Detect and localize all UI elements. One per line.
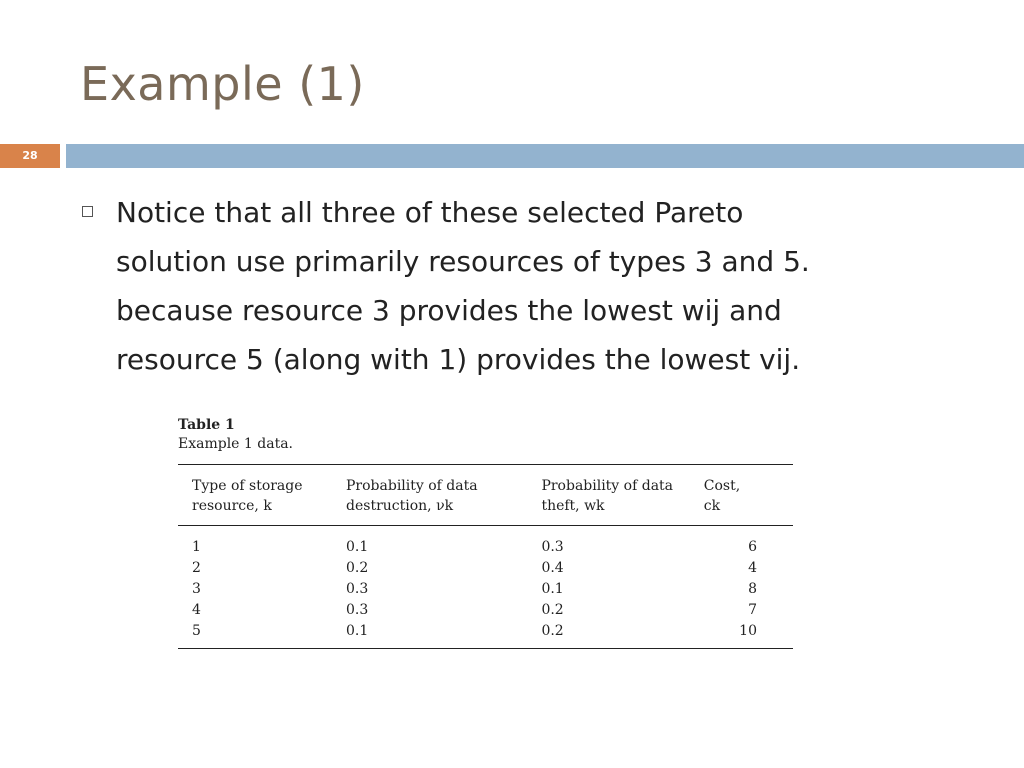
header-line: Cost, <box>703 478 741 494</box>
bullet-square-icon <box>82 206 93 217</box>
header-line: Probability of data <box>346 478 478 494</box>
cell-cost: 6 <box>748 539 757 555</box>
cell-v: 0.1 <box>346 621 541 649</box>
bullet-line: Notice that all three of these selected Pareto <box>116 196 744 229</box>
cell-k: 4 <box>192 602 201 618</box>
cell-w: 0.2 <box>541 621 703 649</box>
header-resource-type <box>178 465 346 526</box>
table-row <box>178 600 793 621</box>
cell-cost: 8 <box>748 581 757 597</box>
cell-cost: 7 <box>748 602 757 618</box>
cell-k: 3 <box>192 581 201 597</box>
bullet-line: because resource 3 provides the lowest wij and <box>116 294 782 327</box>
cell-k: 5 <box>178 621 346 649</box>
table-caption-subtitle: Example 1 data. <box>178 436 294 452</box>
header-line: ck <box>703 498 721 514</box>
cell-k: 1 <box>192 539 201 555</box>
cell-cost: 10 <box>704 621 793 649</box>
cell-cost: 4 <box>748 560 757 576</box>
bullet-line: resource 5 (along with 1) provides the lowest vij. <box>116 343 801 376</box>
header-line: resource, k <box>192 498 272 514</box>
header-line: destruction, νk <box>346 498 454 514</box>
cell-w: 0.4 <box>541 560 564 576</box>
table-row <box>178 621 793 649</box>
table-header-row <box>178 465 793 526</box>
header-line: theft, wk <box>541 498 605 514</box>
table-row <box>178 558 793 579</box>
data-table-figure <box>178 416 793 649</box>
table-caption-title: Table 1 <box>178 417 235 433</box>
header-accent-bar <box>66 144 1024 168</box>
bullet-text <box>116 188 996 384</box>
cell-v: 0.3 <box>346 602 369 618</box>
cell-w: 0.3 <box>541 539 564 555</box>
example-data-table <box>178 464 793 649</box>
cell-v: 0.3 <box>346 581 369 597</box>
header-destruction-prob <box>346 465 541 526</box>
header-theft-prob <box>541 465 703 526</box>
cell-w: 0.1 <box>541 581 564 597</box>
bullet-line: solution use primarily resources of types 3 and 5. <box>116 245 810 278</box>
header-line: Type of storage <box>192 478 303 494</box>
header-line: Probability of data <box>541 478 674 494</box>
header-cost <box>704 465 793 526</box>
cell-v: 0.1 <box>346 539 369 555</box>
slide-number-badge: 28 <box>0 144 60 168</box>
cell-w: 0.2 <box>541 602 564 618</box>
slide-title: Example (1) <box>80 57 365 111</box>
cell-k: 2 <box>192 560 201 576</box>
table-row <box>178 526 793 559</box>
table-row <box>178 579 793 600</box>
cell-v: 0.2 <box>346 560 369 576</box>
